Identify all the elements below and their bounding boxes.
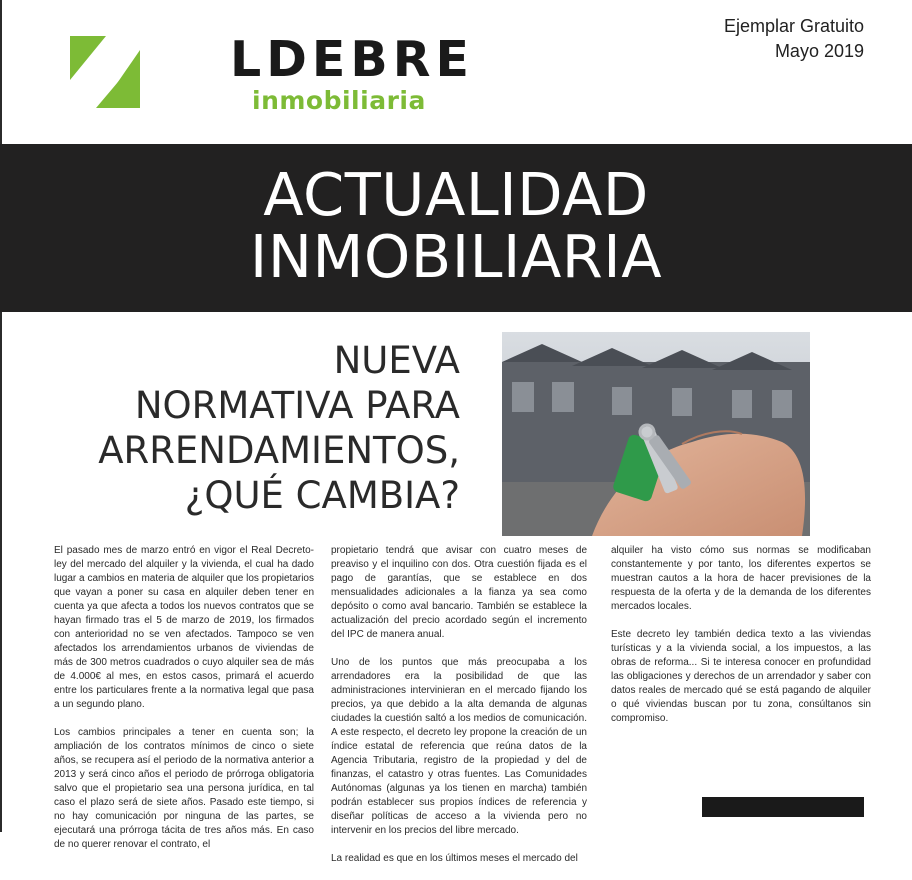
article-column-1: [54, 544, 314, 866]
edition-date: Mayo 2019: [774, 41, 864, 61]
edition-info: [724, 14, 864, 64]
paragraph: El pasado mes de marzo entró en vigor el Real Decreto-ley del mercado del alquiler y la vivienda, el cual ha dado lugar a cambios en materia de alquiler que los propietarios que vayan a poner su casa en alquiler deben tener en cuenta ya que afecta a todos los nuevos contratos que se hayan firmado tras el 5 de marzo de 2019, los firmados con anterioridad no se ven afectados. Tampoco se ven afectados los arrendamientos urbanos de viviendas de más de 300 metros cuadrados o cuyo alquiler sea de más de 4.000€ al mes, en estos casos, primará el acuerdo entre los particulares frente a la normativa legal que pasa a un segundo plano.: [54, 545, 314, 710]
article-column-2: [331, 544, 587, 880]
house-keys-photo: [502, 332, 810, 536]
article-column-3: [611, 544, 871, 740]
logo-wordmark: LDEBRE: [230, 31, 474, 88]
headline-line: NUEVA: [333, 339, 460, 382]
headline-line: ¿QUÉ CAMBIA?: [184, 474, 460, 517]
headline-line: ARRENDAMIENTOS,: [98, 429, 460, 472]
section-banner: [0, 144, 912, 312]
banner-title-line-1: ACTUALIDAD: [263, 160, 649, 229]
paragraph: Uno de los puntos que más preocupaba a los arrendadores era la posibilidad de que las administraciones intervinieran en el mercado fijando los precios, ya que debido a la alta demanda de algunas ciudades la cuestión saltó a los medios de comunicación. A este respecto, el decreto ley propone la creación de un índice estatal de referencia que reúna datos de la Agencia Tributaria, registro de la propiedad y del de finanzas, el catastro y otras fuentes. Las Comunidades Autónomas (algunas ya los tienen en marcha) también podrán establecer sus propios índices de referencia y diseñar políticas de acceso a la vivienda pero no intervenir en los precios del libre mercado.: [331, 657, 587, 836]
banner-title-line-2: INMOBILIARIA: [249, 222, 663, 291]
logo-a-mark-icon: [70, 36, 140, 108]
paragraph: Este decreto ley también dedica texto a las viviendas turísticas y a la vivienda social, a los impuestos, a las obras de reforma... Si te interesa conocer en profundidad las obligaciones y derechos de un arrendador y saber con datos reales de mercado qué se está pagando de alquiler o qué viviendas buscan por tu zona, consúltanos sin compromiso.: [611, 629, 871, 724]
company-logo: [70, 30, 474, 115]
article-headline: [40, 338, 460, 518]
logo-subtitle: inmobiliaria: [252, 86, 426, 115]
paragraph: La realidad es que en los últimos meses el mercado del: [331, 853, 578, 864]
headline-line: NORMATIVA PARA: [134, 384, 460, 427]
page-edge-line: [0, 0, 2, 832]
edition-free-copy: Ejemplar Gratuito: [723, 16, 864, 36]
paragraph: alquiler ha visto cómo sus normas se modificaban constantemente y por tanto, los diferentes expertos se muestran cautos a la hora de hacer previsiones de la respuesta de la oferta y de la demanda de los diferentes mercados locales.: [611, 545, 871, 612]
paragraph: propietario tendrá que avisar con cuatro meses de preaviso y el inquilino con dos. Otra cuestión fijada es el pago de garantías, que se establece en dos mensualidades adicionales a la fianza ya sea como depósito o como aval bancario. También se establece la actualización del precio acordado según el incremento del IPC de manera anual.: [331, 545, 587, 640]
footer-black-bar: [702, 797, 864, 817]
paragraph: Los cambios principales a tener en cuenta son; la ampliación de los contratos mínimos de cinco o siete años, se recupera así el periodo de la normativa anterior a 2013 y será cinco años el periodo de prórroga obligatoria salvo que el propietario sea una persona jurídica, en tal caso el plazo será de siete años. Pasado este tiempo, si no hay comunicación por ninguna de las partes, se ejecutará una prórroga tácita de tres años más. En caso de no querer renovar el contrato, el: [54, 727, 314, 850]
